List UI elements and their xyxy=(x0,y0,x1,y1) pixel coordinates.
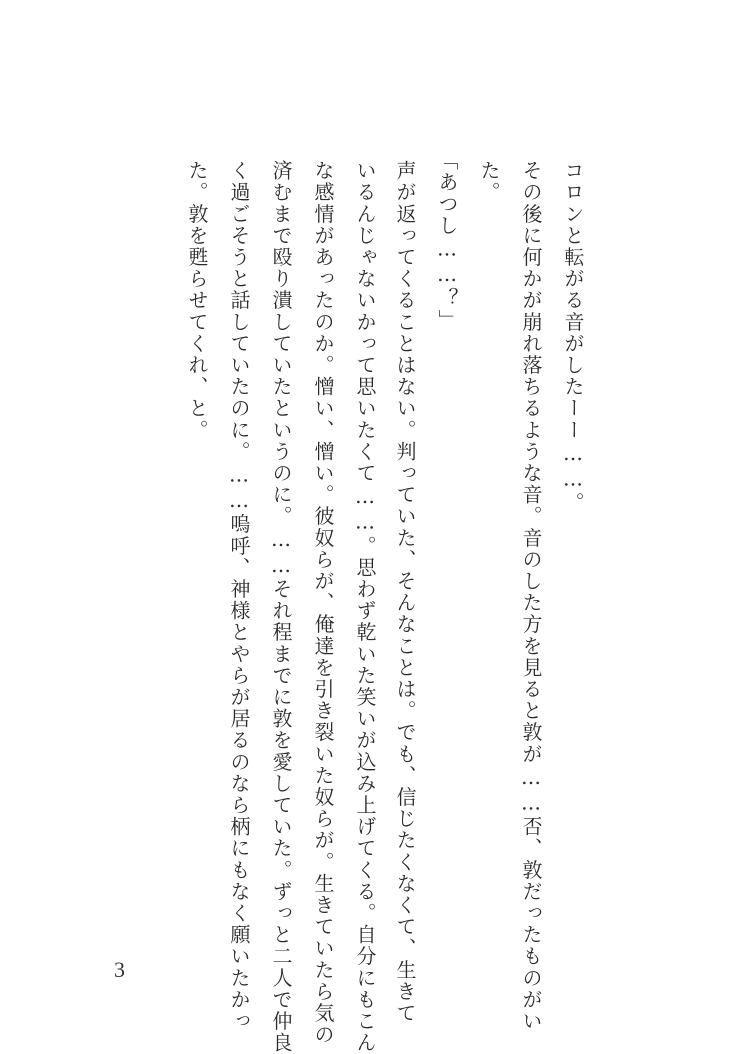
text-line-3: た。 xyxy=(477,160,501,204)
text-line-1: コロンと転がる音がしたーー……。 xyxy=(561,160,585,514)
text-line-10: た。敦を甦らせてくれ、と。 xyxy=(185,160,209,441)
text-line-9: く過ごそうと話していたのに。……嗚呼、神様とやらが居るのなら柄にもなく願いたかっ xyxy=(227,160,251,1032)
text-line-2: その後に何かが崩れ落ちるような音。音のした方を見ると敦が……否、敦だったものがい xyxy=(519,160,543,1032)
text-line-6: いるんじゃないかって思いたくて……。思わず乾いた笑いが込み上げてくる。自分にもこん xyxy=(353,160,377,1054)
page-number: 3 xyxy=(114,957,125,982)
text-line-7: な感情があったのか。憎い、憎い。彼奴らが、俺達を引き裂いた奴らが。生きていたら気の xyxy=(311,160,335,1046)
text-line-8: 済むまで殴り潰していたというのに。……それ程までに敦を愛していた。ずっと二人で仲良 xyxy=(269,160,293,1054)
text-line-4: 「あつし……？」 xyxy=(435,150,459,331)
text-line-5: 声が返ってくることはない。判っていた、そんなことは。でも、信じたくなくて、生きて xyxy=(393,160,417,1024)
